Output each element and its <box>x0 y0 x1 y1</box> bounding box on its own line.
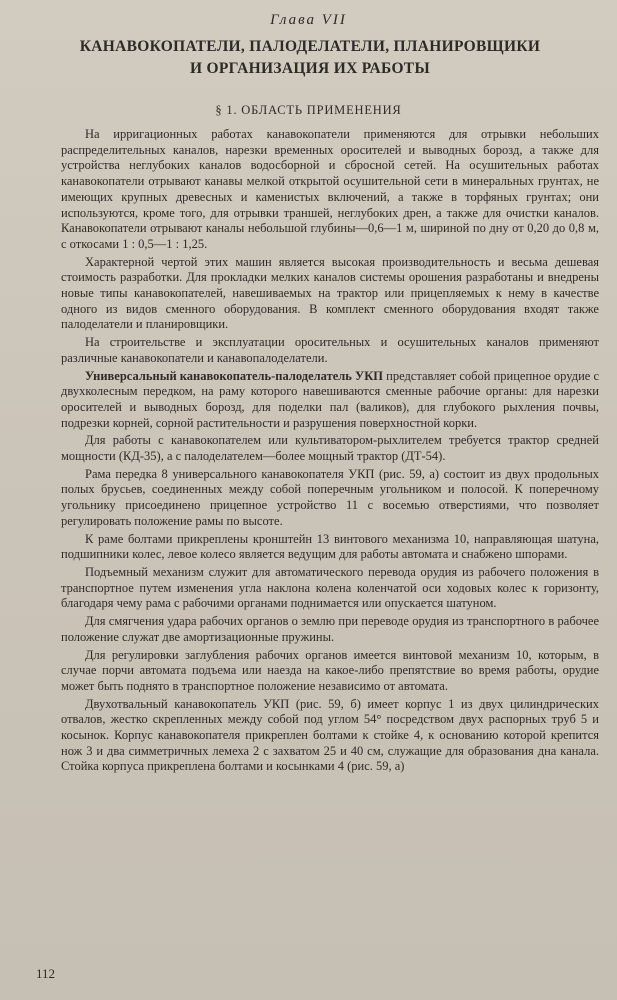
body-text <box>61 127 599 777</box>
paragraph: Рама передка 8 универсального канавокопателя УКП (рис. 59, а) состоит из двух продольных полых брусьев, соединенных между собой поперечным угольником и полосой. К поперечному угольнику присоединено прицепное устройство 11 с восемью отверстиями, что позволяет регулировать положение рамы по высоте. <box>61 466 599 528</box>
paragraph: К раме болтами прикреплены кронштейн 13 винтового механизма 10, направляющая шатуна, подшипники колес, левое колесо является ведущим для работы автомата и снабжено шпорами. <box>61 531 599 562</box>
paragraph: На ирригационных работах канавокопатели применяются для отрывки небольших распределительных каналов, нарезки временных оросителей и выводных борозд, а также для устройства неглубоких каналов водосборной и сбросной сетей. На осушительных работах канавокопатели отрывают канавы мелкой открытой осушительной сети в минеральных грунтах, не имеющих крупных древесных и каменистых включений, а также в торфяных грунтах; они используются, кроме того, для отрывки траншей, неглубоких дрен, а также для очистки каналов. Канавокопатели отрывают каналы небольшой глубины—0,6—1 м, шириной по дну от 0,20 до 0,8 м, с откосами 1 : 0,5—1 : 1,25. <box>61 127 599 251</box>
paragraph: Характерной чертой этих машин является высокая производительность и весьма дешевая стоимость разработки. Для прокладки мелких каналов системы орошения разработаны и внедрены новые типы канавокопателей, навешиваемых на трактор или прицепляемых к нему в качестве одного из видов сменного оборудования. В комплект сменного оборудования входят также палоделатели и планировщики. <box>61 254 599 332</box>
chapter-title-line-2: И ОРГАНИЗАЦИЯ ИХ РАБОТЫ <box>190 60 430 77</box>
paragraph: Двухотвальный канавокопатель УКП (рис. 59, б) имеет корпус 1 из двух цилиндрических отвалов, жестко скрепленных между собой под углом 54° посредством двух распорных труб 5 и косынок. Корпус канавокопателя прикреплен болтами к стойке 4, к основанию которой крепится нож 3 и два симметричных лемеха 2 с захватом 25 и 40 см, служащие для образования дна канала. Стойка корпуса прикреплена болтами и косынками 4 (рис. 59, а) <box>61 696 599 774</box>
paragraph: Для работы с канавокопателем или культиватором-рыхлителем требуется трактор средней мощности (КД-35), а с палоделателем—более мощный трактор (ДТ-54). <box>61 433 599 464</box>
paragraph: Для регулировки заглубления рабочих органов имеется винтовой механизм 10, которым, в случае порчи автомата подъема или наезда на какое-либо препятствие во время работы, орудие может быть поднято в транспортное положение независимо от автомата. <box>61 647 599 693</box>
bold-lead-term: Универсальный канавокопатель-палоделатель УКП <box>85 368 383 383</box>
chapter-title <box>40 36 580 80</box>
section-heading: § 1. ОБЛАСТЬ ПРИМЕНЕНИЯ <box>215 103 402 117</box>
paragraph: На строительстве и эксплуатации оросительных и осушительных каналов применяют различные канавокопатели и канавопалоделатели. <box>61 335 599 365</box>
paragraph-rest: представляет собой прицепное орудие с двухколесным передком, на раму которого навешиваются сменные рабочие органы: для нарезки оросителей и выводных борозд, для поделки пал (валиков), для глубокого рыхления почвы, подрезки корней, сорной растительности и разрушения поверхностной корки. <box>61 368 600 430</box>
chapter-heading: Глава VII <box>270 12 347 28</box>
paragraph <box>61 369 599 432</box>
paragraph: Для смягчения удара рабочих органов о землю при переводе орудия из транспортного в рабочее положение служат две амортизационные пружины. <box>61 614 599 644</box>
paragraph: Подъемный механизм служит для автоматического перевода орудия из рабочего положения в транспортное путем изменения угла наклона колена коленчатой оси ходовых колес к горизонту, благодаря чему рама с рабочими органами поднимается или опускается шатуном. <box>61 564 599 611</box>
chapter-title-line-1: КАНАВОКОПАТЕЛИ, ПАЛОДЕЛАТЕЛИ, ПЛАНИРОВЩИКИ <box>79 38 541 55</box>
page-number: 112 <box>36 966 56 981</box>
